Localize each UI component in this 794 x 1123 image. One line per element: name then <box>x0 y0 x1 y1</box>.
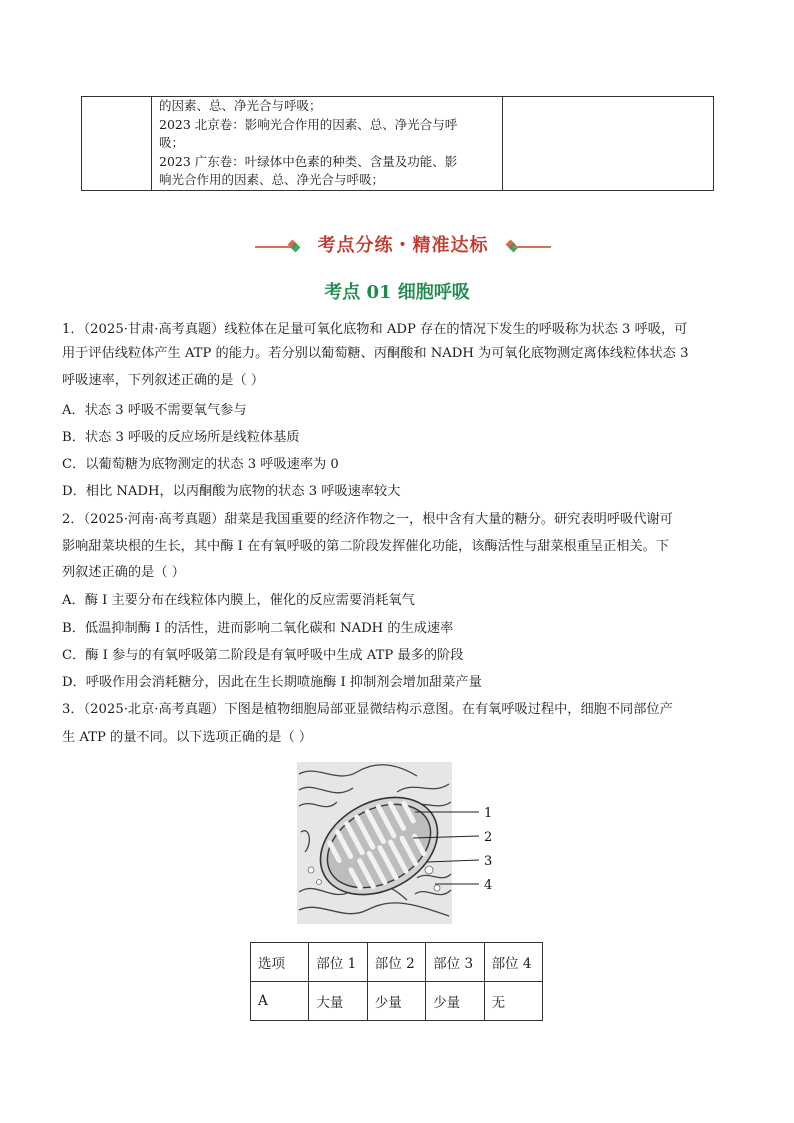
mitochondrion-figure <box>297 762 495 924</box>
question-2-option-a: A．酶 I 主要分布在线粒体内膜上，催化的反应需要消耗氧气 <box>62 593 415 608</box>
section-subtitle: 考点 01 细胞呼吸 <box>324 282 470 303</box>
question-3-line: 3．（2025·北京·高考真题）下图是植物细胞局部亚显微结构示意图。在有氧呼吸过程中，细胞不同部位产 <box>62 702 673 717</box>
question-2-line: 列叙述正确的是（ ） <box>62 565 185 580</box>
banner-divider-left <box>255 246 293 248</box>
question-2-line: 2．（2025·河南·高考真题）甜菜是我国重要的经济作物之一，根中含有大量的糖分。研究表明呼吸代谢可 <box>62 512 673 527</box>
question-1-line: 1．（2025·甘肃·高考真题）线粒体在足量可氧化底物和 ADP 存在的情况下发生的呼吸称为状态 3 呼吸，可 <box>62 322 688 337</box>
table-text-line: 响光合作用的因素、总、净光合与呼吸； <box>159 172 385 187</box>
table-cell-empty <box>82 97 152 191</box>
question-2-line: 影响甜菜块根的生长，其中酶 I 在有氧呼吸的第二阶段发挥催化功能，该酶活性与甜菜根重呈正相关。下 <box>62 539 670 554</box>
table-cell-empty <box>503 97 714 191</box>
question-1-option-b: B．状态 3 呼吸的反应场所是线粒体基质 <box>62 430 300 445</box>
question-2-option-b: B．低温抑制酶 I 的活性，进而影响二氧化碳和 NADH 的生成速率 <box>62 621 454 636</box>
question-1-line: 呼吸速率，下列叙述正确的是（ ） <box>62 373 265 388</box>
table-header-cell: 部位 2 <box>367 943 425 982</box>
top-table <box>81 96 714 191</box>
table-header-cell: 部位 4 <box>484 943 542 982</box>
section-banner-title: 考点分练・精准达标 <box>317 235 489 256</box>
question-2-option-c: C．酶 I 参与的有氧呼吸第二阶段是有氧呼吸中生成 ATP 最多的阶段 <box>62 648 464 663</box>
table-text-line: 吸； <box>159 135 185 150</box>
figure-label-1: 1 <box>484 806 493 821</box>
table-cell-exam-notes <box>152 97 503 191</box>
figure-label-4: 4 <box>484 878 493 893</box>
table-header-row <box>251 943 543 982</box>
table-cell: 无 <box>484 982 542 1021</box>
figure-label-2: 2 <box>484 830 493 845</box>
table-text-line: 2023 广东卷：叶绿体中色素的种类、含量及功能、影 <box>159 153 458 169</box>
question-1-line: 用于评估线粒体产生 ATP 的能力。若分别以葡萄糖、丙酮酸和 NADH 为可氧化底物测定离体线粒体状态 3 <box>62 346 689 361</box>
table-cell: A <box>251 982 309 1021</box>
options-table <box>250 942 543 1021</box>
table-row <box>251 982 543 1021</box>
figure-label-3: 3 <box>484 854 493 869</box>
table-text-line: 的因素、总、净光合与呼吸； <box>159 98 322 113</box>
figure-labels <box>484 806 492 893</box>
table-header-cell: 部位 1 <box>309 943 367 982</box>
banner-divider-right <box>513 246 551 248</box>
section-banner <box>255 233 551 259</box>
table-header-cell: 选项 <box>251 943 309 982</box>
table-cell: 少量 <box>426 982 484 1021</box>
question-1-option-d: D．相比 NADH，以丙酮酸为底物的状态 3 呼吸速率较大 <box>62 484 401 499</box>
question-1-option-a: A．状态 3 呼吸不需要氧气参与 <box>62 403 247 418</box>
table-cell: 大量 <box>309 982 367 1021</box>
question-1-option-c: C．以葡萄糖为底物测定的状态 3 呼吸速率为 0 <box>62 457 339 472</box>
question-2-option-d: D．呼吸作用会消耗糖分，因此在生长期喷施酶 I 抑制剂会增加甜菜产量 <box>62 675 482 690</box>
table-cell: 少量 <box>367 982 425 1021</box>
diamond-icon <box>289 241 299 251</box>
question-3-line: 生 ATP 的量不同。以下选项正确的是（ ） <box>62 730 313 745</box>
table-header-cell: 部位 3 <box>426 943 484 982</box>
table-text-line: 2023 北京卷：影响光合作用的因素、总、净光合与呼 <box>159 116 458 132</box>
